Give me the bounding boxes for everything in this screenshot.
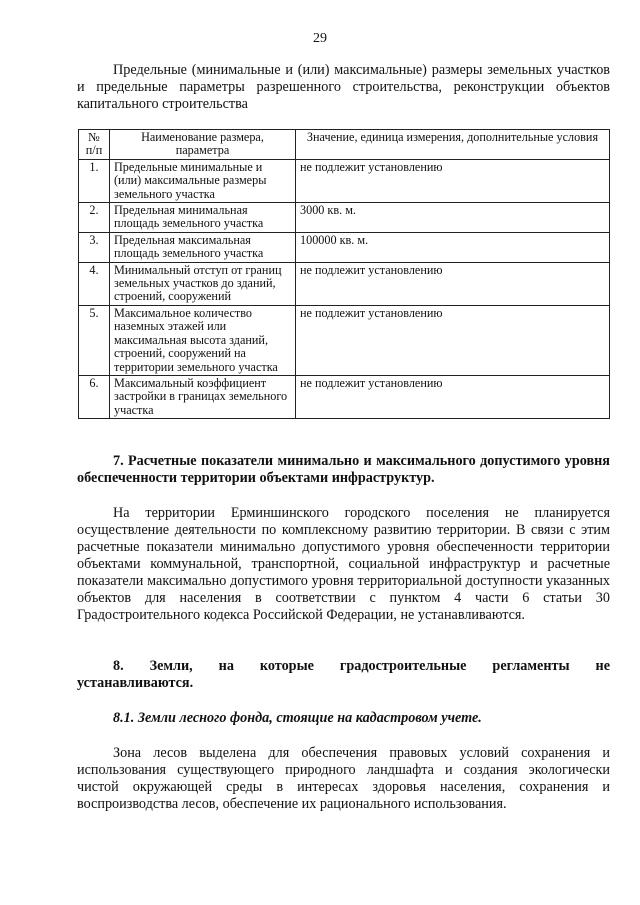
table-row [79,232,610,262]
table-row [79,159,610,202]
row-num: 2. [79,203,110,233]
row-num: 5. [79,305,110,375]
table-row [79,305,610,375]
intro-paragraph: Предельные (минимальные и (или) максимальные) размеры земельных участков и предельные параметры разрешенного строительства, реконструкции объектов капитального строительства [77,62,610,112]
row-value: не подлежит установлению [296,262,610,305]
table-header-row [79,130,610,160]
row-value: не подлежит установлению [296,159,610,202]
header-num: № п/п [79,130,110,160]
row-name: Максимальный коэффициент застройки в границах земельного участка [110,375,296,418]
table-row [79,262,610,305]
row-name: Предельные минимальные и (или) максимальные размеры земельного участка [110,159,296,202]
section-8-heading-line1: 8. Земли, на которые градостроительные регламенты не [113,658,610,674]
page-number: 29 [313,31,327,46]
table-row [79,375,610,418]
section-8-heading-line2: устанавливаются. [77,675,194,691]
row-name: Максимальное количество наземных этажей или максимальная высота зданий, строений, сооружений на территории земельного участка [110,305,296,375]
table-row [79,203,610,233]
section-8-1-heading: 8.1. Земли лесного фонда, стоящие на кадастровом учете. [113,710,482,726]
row-num: 4. [79,262,110,305]
row-value: не подлежит установлению [296,375,610,418]
header-value: Значение, единица измерения, дополнительные условия [296,130,610,160]
row-num: 6. [79,375,110,418]
section-8-1-paragraph: Зона лесов выделена для обеспечения правовых условий сохранения и использования существующего природного ландшафта и создания экологически чистой окружающей среды в интересах здоровья населения, сохранения и воспроизводства лесов, обеспечение их рационального использования. [77,745,610,812]
section-7-paragraph: На территории Ерминшинского городского поселения не планируется осуществление деятельности по комплексному развитию территории. В связи с этим расчетные показатели минимально допустимого уровня обеспеченности территории объектами коммунальной, транспортной, социальной инфраструктур и расчетные показатели максимально допустимого уровня территориальной доступности указанных объектов для населения в соответствии с пунктом 4 части 6 статьи 30 Градостроительного кодекса Российской Федерации, не устанавливаются. [77,505,610,623]
row-name: Предельная минимальная площадь земельного участка [110,203,296,233]
row-name: Предельная максимальная площадь земельного участка [110,232,296,262]
row-value: не подлежит установлению [296,305,610,375]
row-value: 100000 кв. м. [296,232,610,262]
parameters-table [78,129,610,419]
row-num: 3. [79,232,110,262]
header-name: Наименование размера, параметра [110,130,296,160]
row-num: 1. [79,159,110,202]
row-value: 3000 кв. м. [296,203,610,233]
section-7-heading: 7. Расчетные показатели минимально и максимального допустимого уровня обеспеченности территории объектами инфраструктур. [77,453,610,486]
row-name: Минимальный отступ от границ земельных участков до зданий, строений, сооружений [110,262,296,305]
